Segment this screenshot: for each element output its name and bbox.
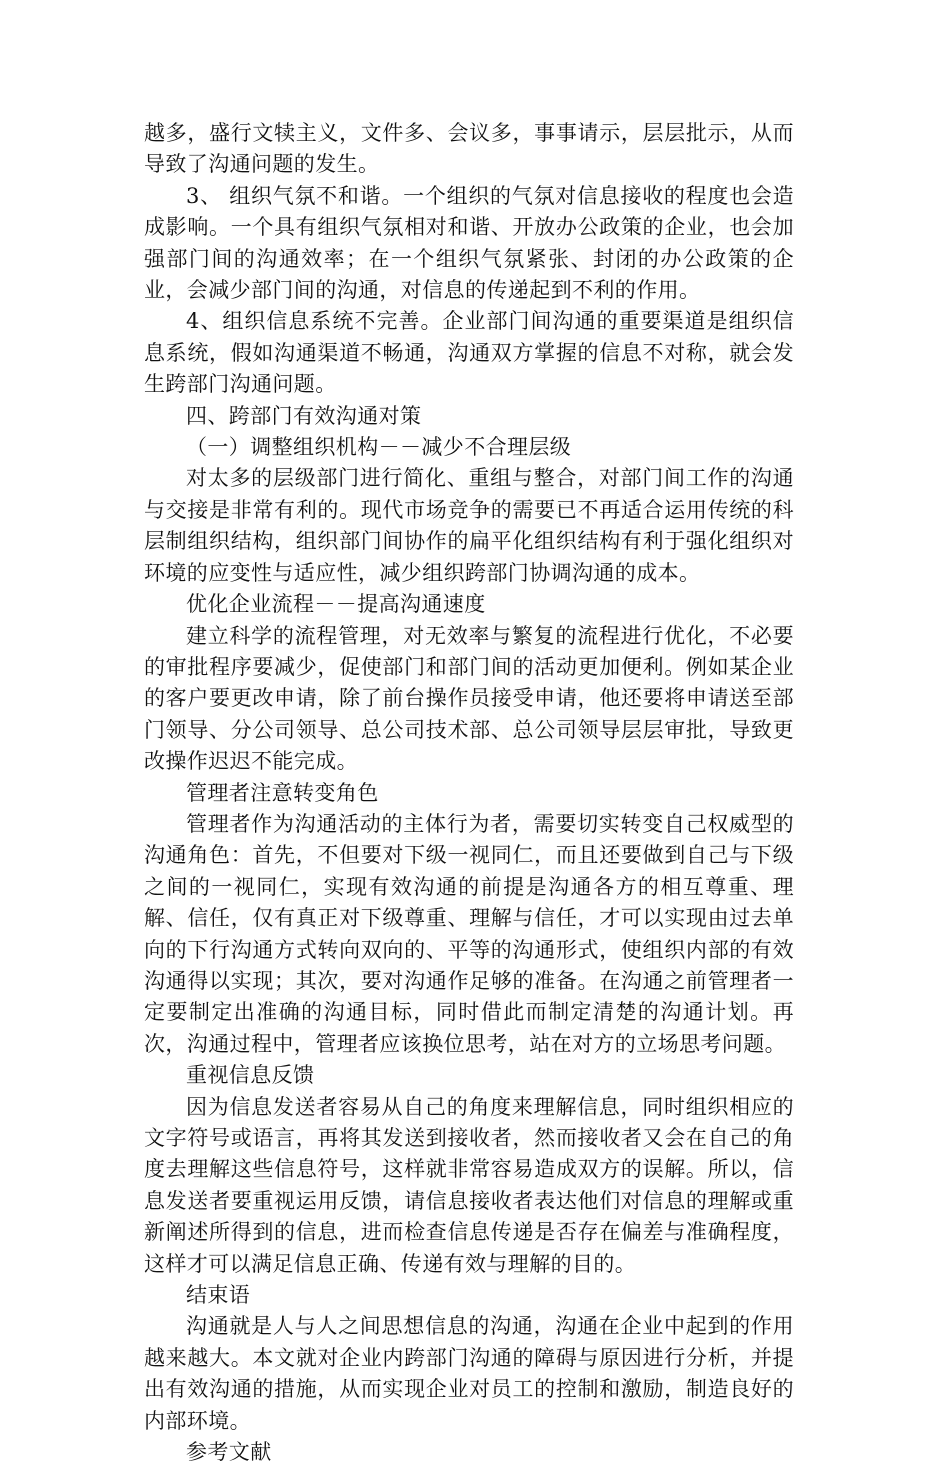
subheading-manager-role: 管理者注意转变角色 [186, 780, 379, 805]
subheading-optimize-process: 优化企业流程－－提高沟通速度 [186, 592, 486, 617]
subheading-adjust-structure: （一）调整组织机构－－减少不合理层级 [186, 435, 572, 460]
section-heading-countermeasures: 四、跨部门有效沟通对策 [186, 403, 422, 428]
subheading-references: 参考文献 [186, 1440, 272, 1465]
subheading-feedback: 重视信息反馈 [186, 1063, 315, 1088]
paragraph-conclusion: 沟通就是人与人之间思想信息的沟通，沟通在企业中起到的作用越来越大。本文就对企业内跨部门沟通的障碍与原因进行分析，并提出有效沟通的措施，从而实现企业对员工的控制和激励，制造良好的内部环境。 [144, 1314, 794, 1433]
document-body [144, 118, 794, 1468]
paragraph-process-management: 建立科学的流程管理，对无效率与繁复的流程进行优化，不必要的审批程序要减少，促使部门和部门间的活动更加便利。例如某企业的客户要更改申请，除了前台操作员接受申请，他还要将申请送至部门领导、分公司领导、总公司技术部、总公司领导层层审批，导致更改操作迟迟不能完成。 [144, 623, 794, 774]
paragraph-manager-role: 管理者作为沟通活动的主体行为者，需要切实转变自己权威型的沟通角色：首先，不但要对下级一视同仁，而且还要做到自己与下级之间的一视同仁，实现有效沟通的前提是沟通各方的相互尊重、理解、信任，仅有真正对下级尊重、理解与信任，才可以实现由过去单向的下行沟通方式转向双向的、平等的沟通形式，使组织内部的有效沟通得以实现；其次，要对沟通作足够的准备。在沟通之前管理者一定要制定出准确的沟通目标，同时借此而制定清楚的沟通计划。再次，沟通过程中，管理者应该换位思考，站在对方的立场思考问题。 [144, 811, 794, 1056]
paragraph-simplify-levels: 对太多的层级部门进行简化、重组与整合，对部门间工作的沟通与交接是非常有利的。现代市场竞争的需要已不再适合运用传统的科层制组织结构，组织部门间协作的扁平化组织结构有利于强化组织对环境的应变性与适应性，减少组织跨部门协调沟通的成本。 [144, 466, 794, 585]
subheading-conclusion: 结束语 [186, 1283, 251, 1308]
paragraph-information-system: 4、组织信息系统不完善。企业部门间沟通的重要渠道是组织信息系统，假如沟通渠道不畅通，沟通双方掌握的信息不对称，就会发生跨部门沟通问题。 [144, 309, 794, 397]
paragraph-organization-atmosphere: 3、 组织气氛不和谐。一个组织的气氛对信息接收的程度也会造成影响。一个具有组织气氛相对和谐、开放办公政策的企业，也会加强部门间的沟通效率；在一个组织气氛紧张、封闭的办公政策的企业，会减少部门间的沟通，对信息的传递起到不利的作用。 [144, 183, 794, 303]
paragraph-continuation: 越多，盛行文犊主义，文件多、会议多，事事请示，层层批示，从而导致了沟通问题的发生。 [144, 121, 794, 177]
paragraph-feedback: 因为信息发送者容易从自己的角度来理解信息，同时组织相应的文字符号或语言，再将其发送到接收者，然而接收者又会在自己的角度去理解这些信息符号，这样就非常容易造成双方的误解。所以，信息发送者要重视运用反馈，请信息接收者表达他们对信息的理解或重新阐述所得到的信息，进而检查信息传递是否存在偏差与准确程度，这样才可以满足信息正确、传递有效与理解的目的。 [144, 1094, 794, 1276]
